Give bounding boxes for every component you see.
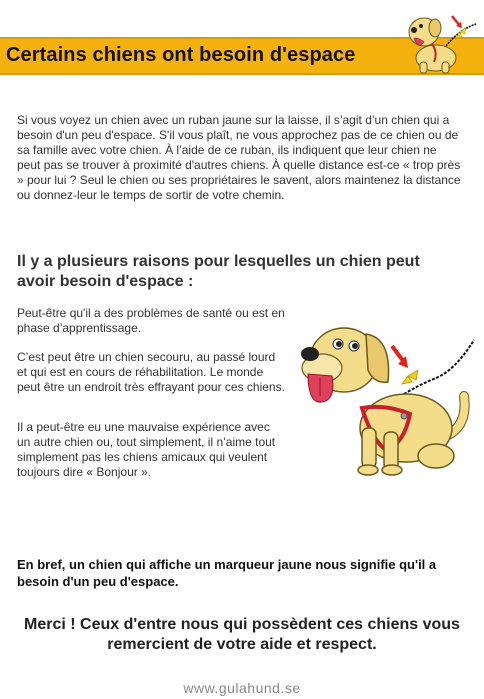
- thanks-message: Merci ! Ceux d'entre nous qui possèdent ces chiens vous remercient de votre aide et respect.: [24, 616, 460, 653]
- large-dog-with-yellow-ribbon-illustration: [296, 318, 478, 478]
- summary-paragraph: En bref, un chien qui affiche un marqueur jaune nous signifie qu'il a besoin d'un peu d'espace.: [17, 557, 437, 589]
- website-url: www.gulahund.se: [183, 680, 301, 696]
- reason-paragraph-health: Peut-être qu'il a des problèmes de santé ou est en phase d’apprentissage.: [17, 306, 285, 335]
- intro-paragraph: Si vous voyez un chien avec un ruban jaune sur la laisse, il s’agit d’un chien qui a besoin d'un peu d'espace. S'il vous plaît, ne vous approchez pas de ce chien ou de sa famille avec votre chien. À l’aide de ce ruban, ils indiquent que leur chien ne peut pas se trouver à proximité d'autres chiens. À quelle distance est-ce « trop près » pour lui ? Seul le chien ou ses propriétaires le savent, alors maintenez la distance ou donnez-leur le temps de sortir de votre chemin.: [17, 113, 461, 202]
- dog-with-yellow-ribbon-illustration: [402, 6, 480, 76]
- reason-paragraph-rescue: C’est peut être un chien secouru, au passé lourd et qui est en cours de réhabilitation. Le monde peut être un endroit très effrayant pour ces chiens.: [17, 350, 285, 394]
- reason-paragraph-experience: Il a peut-être eu une mauvaise expérience avec un autre chien ou, tout simplement, il n’aime tout simplement pas les chiens amicaux qui veulent toujours dire « Bonjour ».: [17, 420, 276, 479]
- reasons-heading: Il y a plusieurs raisons pour lesquelles un chien peut avoir besoin d'espace :: [17, 253, 420, 290]
- page-title: Certains chiens ont besoin d'espace: [6, 44, 356, 66]
